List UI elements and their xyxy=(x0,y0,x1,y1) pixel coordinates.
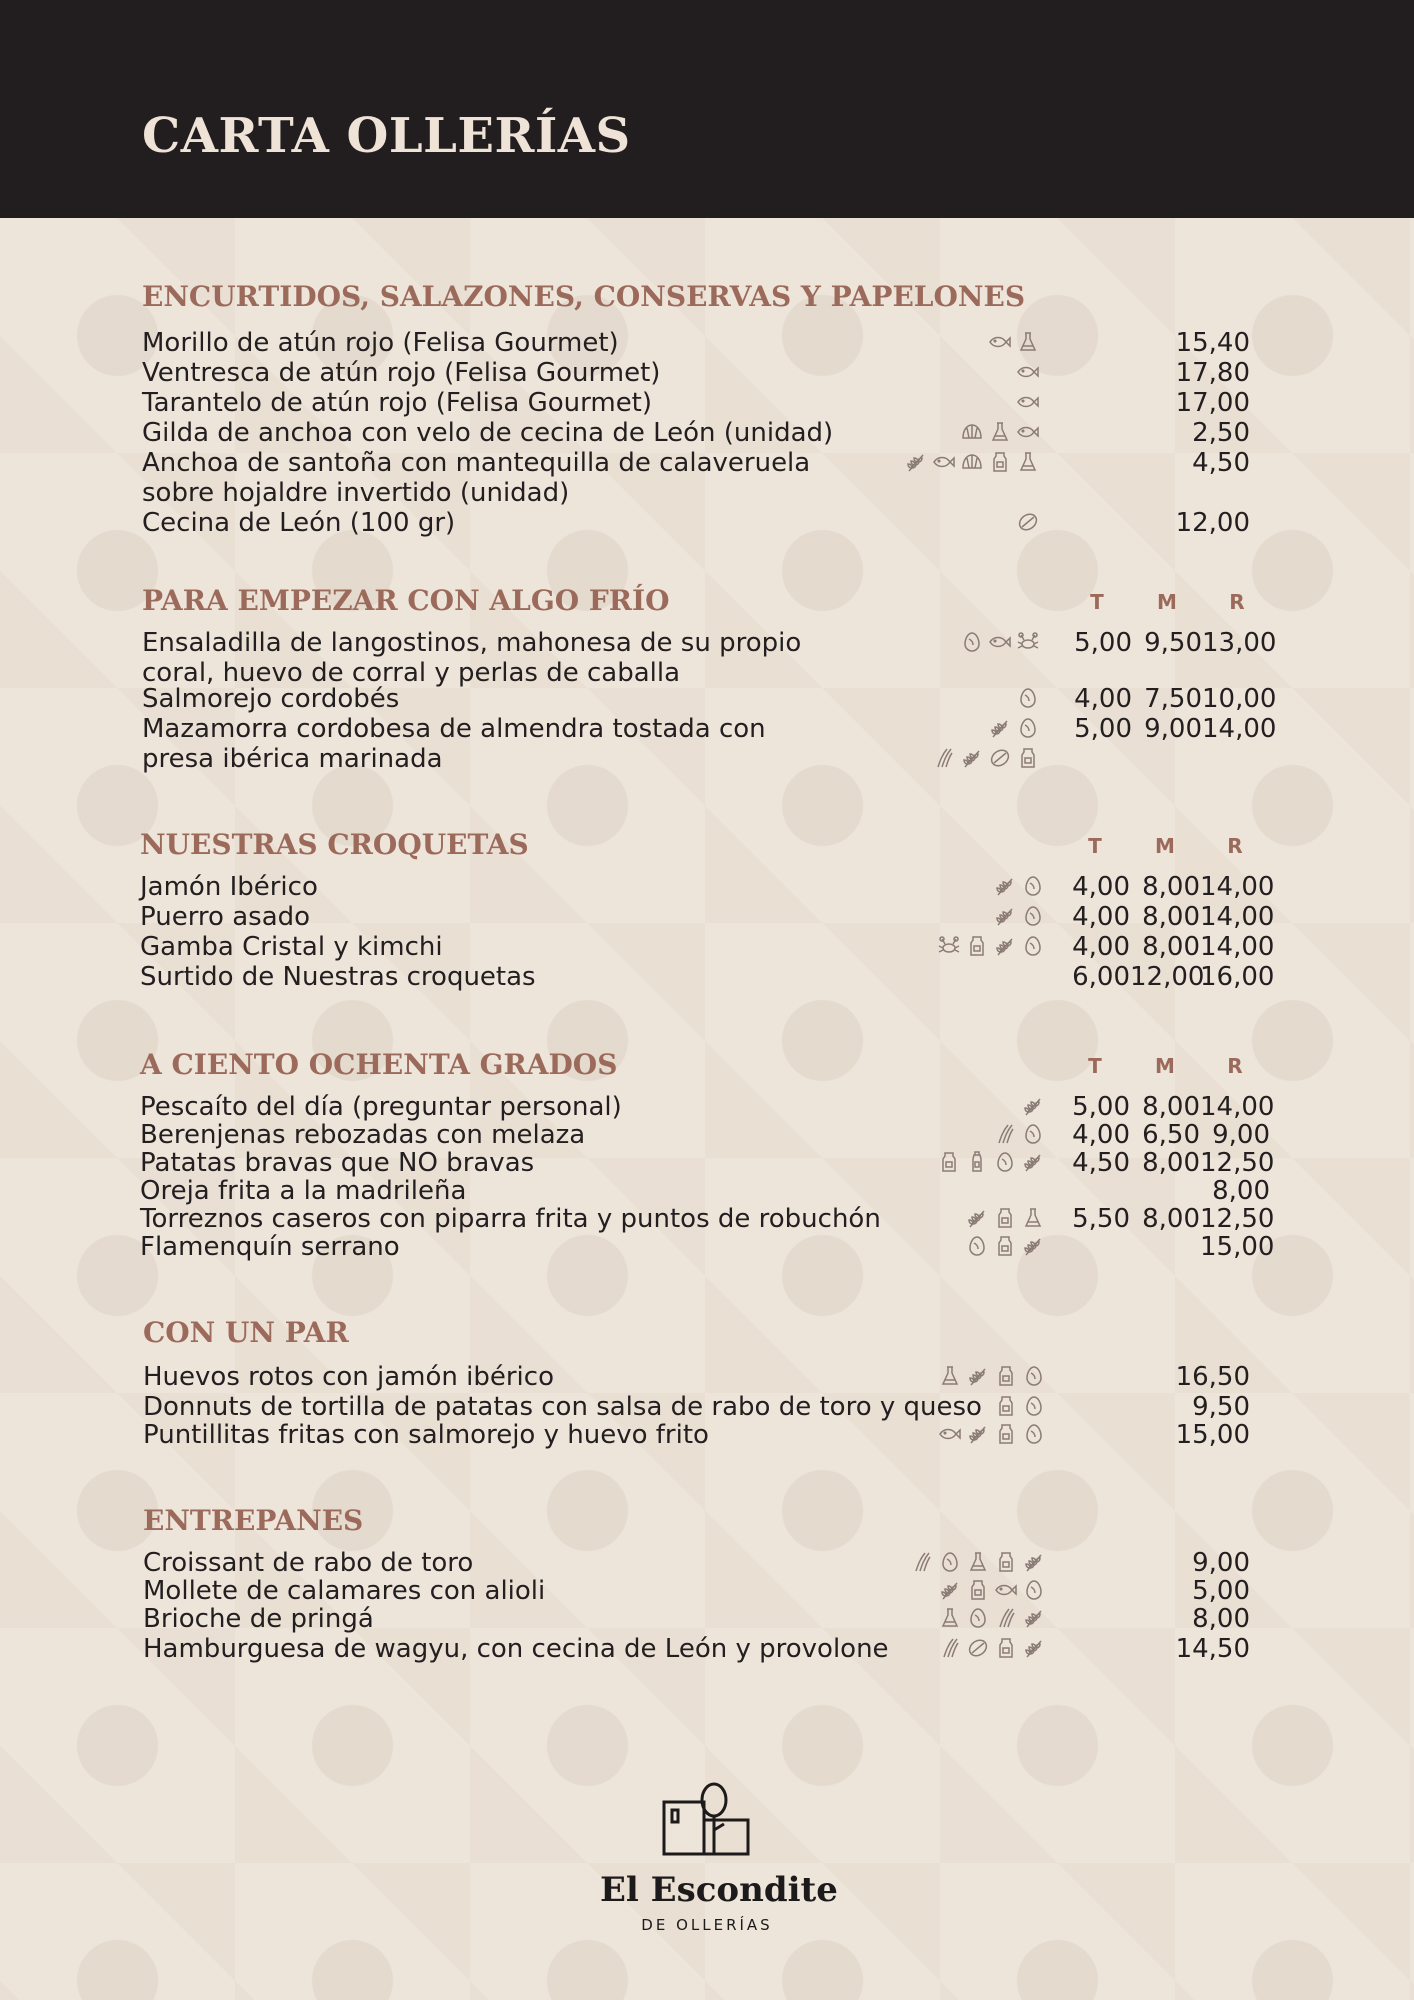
menu-item-name: Salmorejo cordobés xyxy=(142,684,400,714)
price-large: 10,00 xyxy=(1202,684,1277,714)
allergen-icons xyxy=(1021,1094,1045,1118)
allergen-icons xyxy=(960,420,1040,444)
allergen-icons xyxy=(994,1394,1046,1418)
price-medium: 9,00 xyxy=(1144,714,1202,744)
fish-icon xyxy=(988,630,1012,654)
egg-icon xyxy=(1021,1122,1045,1146)
egg-icon xyxy=(1021,934,1045,958)
menu-item xyxy=(142,508,1414,568)
menu-item-name: Morillo de atún rojo (Felisa Gourmet) xyxy=(142,328,619,358)
price-small: 5,00 xyxy=(1074,628,1132,658)
price: 9,50 xyxy=(1192,1392,1250,1422)
nut-icon xyxy=(1016,510,1040,534)
menu-item xyxy=(140,1232,1414,1292)
allergen-icons xyxy=(993,874,1045,898)
milk-icon xyxy=(988,450,1012,474)
nut-icon xyxy=(966,1636,990,1660)
wheat-icon xyxy=(960,746,984,770)
price-medium: 12,00 xyxy=(1130,962,1205,992)
allergen-icons xyxy=(938,1422,1046,1446)
egg-icon xyxy=(1021,874,1045,898)
menu-item xyxy=(142,714,1414,774)
fish-icon xyxy=(988,330,1012,354)
price-large: 14,00 xyxy=(1200,932,1275,962)
size-column-label: R xyxy=(1227,1054,1243,1078)
menu-item-name: Donnuts de tortilla de patatas con salsa de rabo de toro y queso xyxy=(143,1392,982,1422)
allergen-icons xyxy=(1016,686,1040,710)
flask-icon xyxy=(1021,1206,1045,1230)
size-columns-header xyxy=(1060,834,1270,858)
size-columns-header xyxy=(1062,590,1272,614)
wheat-icon xyxy=(1022,1636,1046,1660)
price-large: 12,50 xyxy=(1200,1204,1275,1234)
price-large: 14,00 xyxy=(1202,714,1277,744)
price-group xyxy=(1062,684,1277,714)
egg-icon xyxy=(1016,716,1040,740)
price-group xyxy=(1060,872,1275,902)
section-title: ENCURTIDOS, SALAZONES, CONSERVAS Y PAPELONES xyxy=(142,280,1026,313)
menu-item-name: Patatas bravas que NO bravas xyxy=(140,1148,535,1178)
menu-item-name: Ensaladilla de langostinos, mahonesa de su propio xyxy=(142,628,802,658)
shell-icon xyxy=(960,450,984,474)
price-large: 9,00 xyxy=(1212,1120,1270,1150)
wheat-icon xyxy=(965,1206,989,1230)
menu-item-name: Jamón Ibérico xyxy=(140,872,318,902)
fish-icon xyxy=(1016,420,1040,444)
price-large: 13,00 xyxy=(1202,628,1277,658)
milk-icon xyxy=(994,1394,1018,1418)
milk-icon xyxy=(966,1578,990,1602)
celery-icon xyxy=(938,1636,962,1660)
price-large: 15,00 xyxy=(1200,1232,1275,1262)
celery-icon xyxy=(993,1122,1017,1146)
menu-item-name: Huevos rotos con jamón ibérico xyxy=(143,1362,554,1392)
menu-item-name: Torreznos caseros con piparra frita y puntos de robuchón xyxy=(140,1204,881,1234)
flask-icon xyxy=(1016,330,1040,354)
size-column-label: T xyxy=(1088,1054,1102,1078)
size-column-label: R xyxy=(1227,834,1243,858)
price: 9,00 xyxy=(1192,1548,1250,1578)
price: 4,50 xyxy=(1192,448,1250,478)
price: 14,50 xyxy=(1175,1634,1250,1664)
price-group xyxy=(1060,902,1275,932)
menu-item-name: Gamba Cristal y kimchi xyxy=(140,932,443,962)
fish-icon xyxy=(994,1578,1018,1602)
price-group xyxy=(1062,628,1277,658)
brand-name: El Escondite xyxy=(600,1870,838,1910)
price-small: 6,00 xyxy=(1072,962,1130,992)
price-small: 4,00 xyxy=(1072,872,1130,902)
menu-item-name-continued: coral, huevo de corral y perlas de caballa xyxy=(142,658,681,688)
wheat-icon xyxy=(1021,1094,1045,1118)
egg-icon xyxy=(1021,904,1045,928)
celery-icon xyxy=(994,1606,1018,1630)
menu-item-name: Pescaíto del día (preguntar personal) xyxy=(140,1092,622,1122)
egg-icon xyxy=(966,1606,990,1630)
allergen-icons xyxy=(904,450,1040,474)
price-small: 4,00 xyxy=(1072,1120,1130,1150)
price: 8,00 xyxy=(1192,1604,1250,1634)
wheat-icon xyxy=(938,1578,962,1602)
milk-icon xyxy=(993,1206,1017,1230)
menu-item-name: Ventresca de atún rojo (Felisa Gourmet) xyxy=(142,358,661,388)
price-small: 4,50 xyxy=(1072,1148,1130,1178)
allergen-icons xyxy=(1016,510,1040,534)
wheat-icon xyxy=(993,874,1017,898)
section-title: PARA EMPEZAR CON ALGO FRÍO xyxy=(142,584,670,617)
price-group xyxy=(1060,962,1275,992)
fish-icon xyxy=(932,450,956,474)
menu-item-name: Anchoa de santoña con mantequilla de calaveruela xyxy=(142,448,811,478)
size-column-label: M xyxy=(1155,1054,1175,1078)
allergen-icons xyxy=(1016,390,1040,414)
allergen-icons xyxy=(993,1122,1045,1146)
price-large: 14,00 xyxy=(1200,902,1275,932)
menu-item-name: Croissant de rabo de toro xyxy=(143,1548,474,1578)
milk-icon xyxy=(994,1636,1018,1660)
menu-item xyxy=(140,962,1414,1022)
fish-icon xyxy=(1016,360,1040,384)
price-group xyxy=(1060,1120,1270,1150)
menu-item xyxy=(143,1634,1414,1694)
allergen-icons xyxy=(910,1550,1046,1574)
egg-icon xyxy=(1022,1578,1046,1602)
flask-icon xyxy=(966,1550,990,1574)
menu-item-name: Tarantelo de atún rojo (Felisa Gourmet) xyxy=(142,388,653,418)
allergen-icons xyxy=(938,1364,1046,1388)
price-large: 14,00 xyxy=(1200,1092,1275,1122)
price-medium: 6,50 xyxy=(1142,1120,1200,1150)
price-small: 4,00 xyxy=(1072,902,1130,932)
menu-item-name: Surtido de Nuestras croquetas xyxy=(140,962,536,992)
price-medium: 7,50 xyxy=(1144,684,1202,714)
flask-icon xyxy=(988,420,1012,444)
menu-item xyxy=(143,1420,1414,1480)
allergen-icons xyxy=(938,1636,1046,1660)
section-title: ENTREPANES xyxy=(143,1504,364,1537)
menu-item-name: Flamenquín serrano xyxy=(140,1232,400,1262)
flask-icon xyxy=(1016,450,1040,474)
price-medium xyxy=(1130,1232,1200,1262)
menu-section xyxy=(143,1504,1414,1804)
price-small: 5,50 xyxy=(1072,1204,1130,1234)
section-title: A CIENTO OCHENTA GRADOS xyxy=(140,1048,618,1081)
wheat-icon xyxy=(966,1364,990,1388)
menu-item-name: Mollete de calamares con alioli xyxy=(143,1576,546,1606)
menu-item-name: Hamburguesa de wagyu, con cecina de León y provolone xyxy=(143,1634,889,1664)
price-medium xyxy=(1130,1176,1200,1206)
price-medium: 8,00 xyxy=(1142,1092,1200,1122)
wheat-icon xyxy=(993,904,1017,928)
price-medium: 9,50 xyxy=(1144,628,1202,658)
brand-subtitle: DE OLLERÍAS xyxy=(641,1916,773,1934)
egg-icon xyxy=(1022,1422,1046,1446)
price: 12,00 xyxy=(1175,508,1250,538)
price-large: 14,00 xyxy=(1200,872,1275,902)
flask-icon xyxy=(938,1606,962,1630)
price: 15,00 xyxy=(1175,1420,1250,1450)
egg-icon xyxy=(1016,686,1040,710)
page-title: CARTA OLLERÍAS xyxy=(142,108,631,164)
menu-item-name: Puerro asado xyxy=(140,902,311,932)
egg-icon xyxy=(965,1234,989,1258)
price: 16,50 xyxy=(1175,1362,1250,1392)
size-columns-header xyxy=(1060,1054,1270,1078)
flask-icon xyxy=(938,1364,962,1388)
price-small: 4,00 xyxy=(1074,684,1132,714)
menu-item-name: Brioche de pringá xyxy=(143,1604,374,1634)
egg-icon xyxy=(938,1550,962,1574)
wheat-icon xyxy=(1021,1150,1045,1174)
menu-item-name: Oreja frita a la madrileña xyxy=(140,1176,467,1206)
menu-item-name: Mazamorra cordobesa de almendra tostada con xyxy=(142,714,766,744)
price-medium: 8,00 xyxy=(1142,1148,1200,1178)
price-large: 12,50 xyxy=(1200,1148,1275,1178)
wheat-icon xyxy=(993,934,1017,958)
wheat-icon xyxy=(1021,1234,1045,1258)
menu-item-name: Berenjenas rebozadas con melaza xyxy=(140,1120,586,1150)
mustard-icon xyxy=(965,1150,989,1174)
section-title: CON UN PAR xyxy=(143,1316,349,1349)
price-medium: 8,00 xyxy=(1142,1204,1200,1234)
milk-icon xyxy=(994,1364,1018,1388)
price-small: 5,00 xyxy=(1074,714,1132,744)
price-group xyxy=(1060,932,1275,962)
fish-icon xyxy=(938,1422,962,1446)
size-column-label: R xyxy=(1229,590,1245,614)
menu-item-name-continued: sobre hojaldre invertido (unidad) xyxy=(142,478,570,508)
allergen-icons xyxy=(937,934,1045,958)
price: 5,00 xyxy=(1192,1576,1250,1606)
price-group xyxy=(1060,1148,1275,1178)
crab-icon xyxy=(1016,630,1040,654)
price-medium: 8,00 xyxy=(1142,902,1200,932)
price-large: 8,00 xyxy=(1212,1176,1270,1206)
size-column-label: M xyxy=(1155,834,1175,858)
milk-icon xyxy=(994,1422,1018,1446)
celery-icon xyxy=(910,1550,934,1574)
menu-item-name: Gilda de anchoa con velo de cecina de León (unidad) xyxy=(142,418,834,448)
shell-icon xyxy=(960,420,984,444)
wheat-icon xyxy=(904,450,928,474)
milk-icon xyxy=(937,1150,961,1174)
milk-icon xyxy=(1016,746,1040,770)
milk-icon xyxy=(965,934,989,958)
allergen-icons xyxy=(965,1206,1045,1230)
price-group xyxy=(1060,1176,1270,1206)
allergen-icons-secondary xyxy=(932,746,1040,770)
allergen-icons xyxy=(937,1150,1045,1174)
egg-icon xyxy=(960,630,984,654)
menu-item xyxy=(142,448,1414,508)
wheat-icon xyxy=(1022,1606,1046,1630)
menu-item xyxy=(142,628,1414,688)
menu-section xyxy=(142,280,1414,580)
price-small: 5,00 xyxy=(1072,1092,1130,1122)
price-large: 16,00 xyxy=(1200,962,1275,992)
price-group xyxy=(1062,714,1277,744)
price-medium: 8,00 xyxy=(1142,872,1200,902)
price-small xyxy=(1060,1176,1130,1206)
crab-icon xyxy=(937,934,961,958)
price: 17,00 xyxy=(1175,388,1250,418)
menu-item-name: Puntillitas fritas con salmorejo y huevo frito xyxy=(143,1420,709,1450)
menu-item-name: Cecina de León (100 gr) xyxy=(142,508,456,538)
size-column-label: T xyxy=(1088,834,1102,858)
fish-icon xyxy=(1016,390,1040,414)
price-small: 4,00 xyxy=(1072,932,1130,962)
price-group xyxy=(1060,1204,1275,1234)
allergen-icons xyxy=(965,1234,1045,1258)
wheat-icon xyxy=(966,1422,990,1446)
size-column-label: M xyxy=(1157,590,1177,614)
allergen-icons xyxy=(938,1606,1046,1630)
wheat-icon xyxy=(1022,1550,1046,1574)
allergen-icons xyxy=(993,904,1045,928)
milk-icon xyxy=(993,1234,1017,1258)
price: 15,40 xyxy=(1175,328,1250,358)
price-small xyxy=(1060,1232,1130,1262)
allergen-icons xyxy=(988,330,1040,354)
price-medium: 8,00 xyxy=(1142,932,1200,962)
egg-icon xyxy=(1022,1364,1046,1388)
nut-icon xyxy=(988,746,1012,770)
section-title: NUESTRAS CROQUETAS xyxy=(140,828,529,861)
egg-icon xyxy=(1022,1394,1046,1418)
price-group xyxy=(1060,1092,1275,1122)
menu-item-name-continued: presa ibérica marinada xyxy=(142,744,443,774)
allergen-icons xyxy=(960,630,1040,654)
allergen-icons xyxy=(988,716,1040,740)
menu-section xyxy=(140,1048,1414,1348)
wheat-icon xyxy=(988,716,1012,740)
milk-icon xyxy=(994,1550,1018,1574)
allergen-icons xyxy=(1016,360,1040,384)
size-column-label: T xyxy=(1090,590,1104,614)
price: 17,80 xyxy=(1175,358,1250,388)
celery-icon xyxy=(932,746,956,770)
price-group xyxy=(1060,1232,1275,1262)
egg-icon xyxy=(993,1150,1017,1174)
price: 2,50 xyxy=(1192,418,1250,448)
allergen-icons xyxy=(938,1578,1046,1602)
